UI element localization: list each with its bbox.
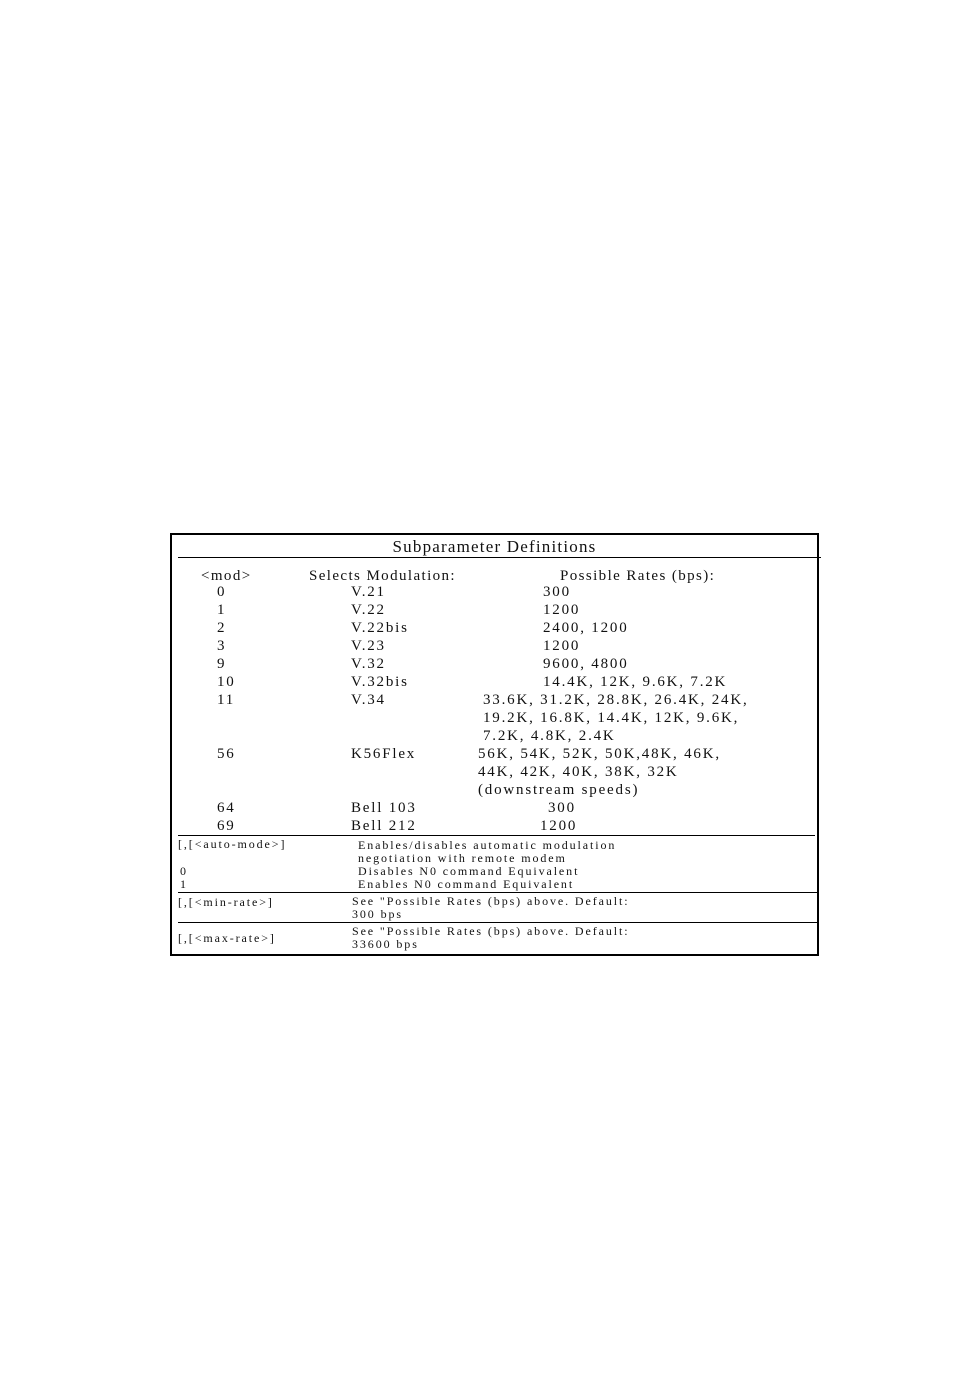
mod-value: 11	[217, 692, 236, 708]
modulation-value: V.22bis	[351, 620, 409, 636]
rates-value: 1200	[543, 638, 581, 654]
rates-value: 56K, 54K, 52K, 50K,48K, 46K,	[478, 746, 721, 762]
rates-value: 300	[548, 800, 576, 816]
mod-value: 69	[217, 818, 236, 834]
modulation-value: Bell 103	[351, 800, 417, 816]
min-rate-desc: See "Possible Rates (bps) above. Default:	[352, 894, 630, 908]
section-rule	[178, 835, 815, 836]
rates-value: 1200	[543, 602, 581, 618]
modulation-value: V.23	[351, 638, 386, 654]
modulation-value: V.32bis	[351, 674, 409, 690]
auto-mode-label: [,[<auto-mode>]	[178, 837, 287, 851]
modulation-value: V.22	[351, 602, 386, 618]
mod-value: 0	[217, 584, 227, 600]
max-rate-desc: See "Possible Rates (bps) above. Default:	[352, 924, 630, 938]
rates-value: (downstream speeds)	[478, 782, 640, 798]
header-modulation: Selects Modulation:	[309, 568, 457, 584]
rates-value: 7.2K, 4.8K, 2.4K	[483, 728, 616, 744]
max-rate-desc: 33600 bps	[352, 937, 419, 951]
rates-value: 33.6K, 31.2K, 28.8K, 26.4K, 24K,	[483, 692, 749, 708]
mod-value: 64	[217, 800, 236, 816]
header-mod: <mod>	[201, 568, 252, 584]
mod-value: 2	[217, 620, 227, 636]
option-desc: Disables N0 command Equivalent	[358, 864, 580, 878]
header-rates: Possible Rates (bps):	[560, 568, 716, 584]
rates-value: 14.4K, 12K, 9.6K, 7.2K	[543, 674, 728, 690]
subparameter-table	[170, 533, 819, 956]
max-rate-label: [,[<max-rate>]	[178, 931, 276, 945]
option-desc: Enables N0 command Equivalent	[358, 877, 575, 891]
section-rule	[178, 922, 819, 923]
mod-value: 9	[217, 656, 227, 672]
title-rule	[178, 557, 821, 558]
rates-value: 300	[543, 584, 571, 600]
section-rule	[178, 892, 819, 893]
rates-value: 19.2K, 16.8K, 14.4K, 12K, 9.6K,	[483, 710, 740, 726]
mod-value: 10	[217, 674, 236, 690]
rates-value: 2400, 1200	[543, 620, 629, 636]
mod-value: 3	[217, 638, 227, 654]
rates-value: 9600, 4800	[543, 656, 629, 672]
table-title: Subparameter Definitions	[392, 537, 597, 556]
modulation-value: Bell 212	[351, 818, 417, 834]
modulation-value: V.32	[351, 656, 386, 672]
column-divider	[331, 835, 332, 954]
option-value: 0	[180, 864, 188, 878]
mod-value: 56	[217, 746, 236, 762]
auto-mode-desc: negotiation with remote modem	[358, 851, 567, 865]
modulation-value: V.21	[351, 584, 386, 600]
modulation-value: V.34	[351, 692, 386, 708]
option-value: 1	[180, 877, 188, 891]
auto-mode-desc: Enables/disables automatic modulation	[358, 838, 617, 852]
rates-value: 44K, 42K, 40K, 38K, 32K	[478, 764, 679, 780]
mod-value: 1	[217, 602, 227, 618]
min-rate-desc: 300 bps	[352, 907, 403, 921]
rates-value: 1200	[540, 818, 578, 834]
min-rate-label: [,[<min-rate>]	[178, 895, 274, 909]
modulation-value: K56Flex	[351, 746, 417, 762]
